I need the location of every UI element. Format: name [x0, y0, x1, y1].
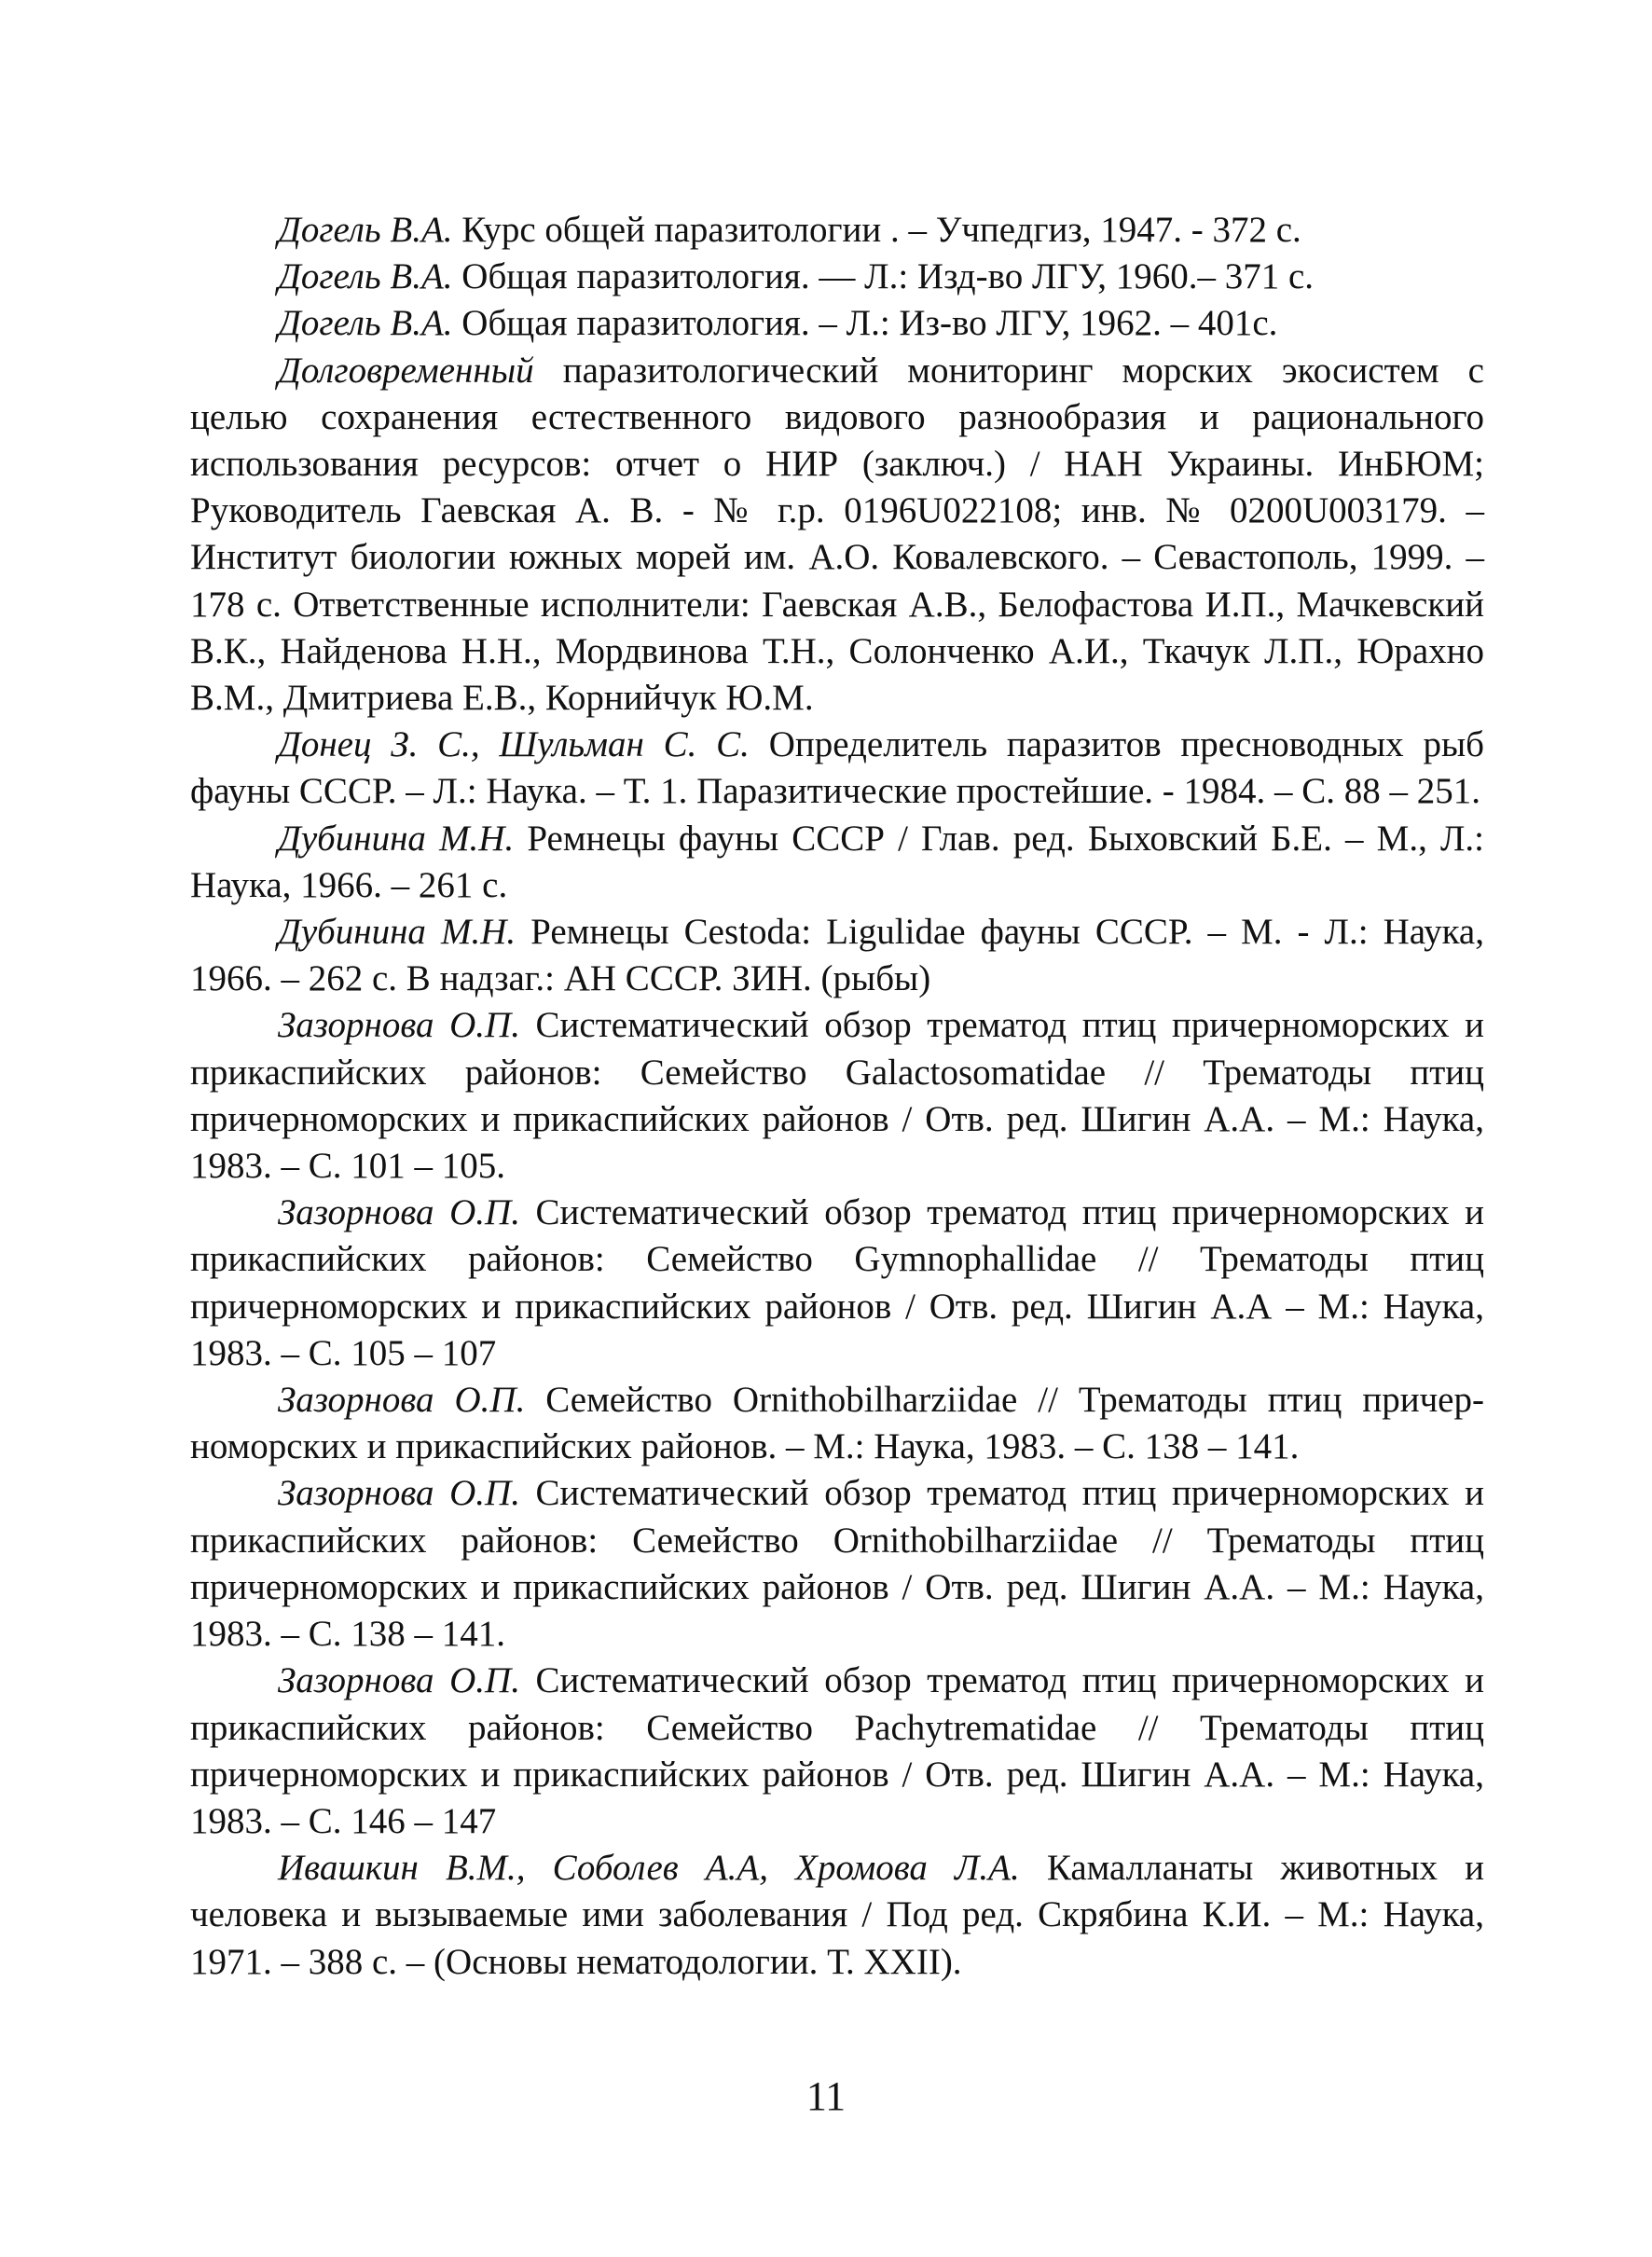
reference-list	[190, 207, 1484, 1986]
reference-text: Семейство Ornithobilharziidae // Трематоды птиц причерноморских и прикаспийских районов. – М.: Наука, 1983. – С. 138 – 141.	[190, 1380, 1484, 1467]
reference-text: Общая паразитология. – Л.: Из-во ЛГУ, 1962. – 401с.	[452, 303, 1278, 344]
reference-author: Зазорнова О.П.	[278, 1005, 520, 1046]
reference-entry	[190, 1190, 1484, 1377]
reference-entry	[190, 254, 1484, 300]
reference-text: Камалланаты животных и человека и вызываемые ими заболевания / Под ред. Скрябина К.И. – М.: Наука, 1971. – 388 с. – (Основы нематодологии. Т. XXII).	[190, 1848, 1484, 1982]
reference-text: Систематический обзор трематод птиц причерноморских и прикаспийских районов: Семейство Pachytrematidae // Трематоды птиц причерноморских и прикаспийских районов / Отв. ред. Шигин А.А. – М.: Наука, 1983. – С. 146 – 147	[190, 1660, 1485, 1841]
reference-text: Ремнецы Cestoda: Ligulidae фауны СССР. – М. - Л.: Наука, 1966. – 262 с. В надзаг.: АН СССР. ЗИН. (рыбы)	[190, 912, 1484, 999]
reference-author: Догель В.А.	[278, 256, 453, 297]
reference-author: Зазорнова О.П.	[278, 1192, 520, 1233]
reference-entry	[190, 909, 1484, 1002]
reference-text: Систематический обзор трематод птиц причерноморских и прикаспийских районов: Семейство Gymnophallidae // Трематоды птиц причерноморских и прикаспийских районов / Отв. ред. Шигин А.А – М.: Наука, 1983. – С. 105 – 107	[190, 1192, 1485, 1373]
reference-author: Зазорнова О.П.	[278, 1660, 520, 1701]
reference-text: Определитель паразитов пресноводных рыб фауны СССР. – Л.: Наука. – Т. 1. Паразитические простейшие. - 1984. – С. 88 – 251.	[190, 724, 1485, 812]
reference-author: Догель В.А.	[278, 210, 453, 250]
reference-entry	[190, 207, 1484, 254]
reference-entry	[190, 348, 1484, 723]
reference-text: паразитологический мониторинг морских экосистем с целью сохранения естественного видового разнообразия и рационального использования ресурсов: отчет о НИР (заключ.) / НАН Украины. ИнБЮМ; Руководитель Гаевская А. В. - № г.р. 0196U022108; инв. № 0200U003179. – Институт биологии южных морей им. А.О. Ковалевского. – Севастополь, 1999. – 178 с. Ответственные исполнители: Гаевская А.В., Белофастова И.П., Мачкевский В.К., Найденова Н.Н., Мордвинова Т.Н., Солонченко А.И., Ткачук Л.П., Юрахно В.М., Дмитриева Е.В., Корнийчук Ю.М.	[190, 350, 1484, 719]
reference-entry	[190, 816, 1484, 909]
reference-text: Курс общей паразитологии . – Учпедгиз, 1947. - 372 с.	[452, 210, 1301, 250]
reference-author: Догель В.А.	[278, 303, 453, 344]
reference-entry	[190, 722, 1484, 815]
reference-author: Дубинина М.Н.	[278, 912, 516, 953]
reference-author: Дубинина М.Н.	[278, 818, 515, 859]
reference-entry	[190, 1470, 1484, 1658]
reference-author: Ивашкин В.М., Соболев А.А, Хромова Л.А.	[278, 1848, 1020, 1889]
reference-text: Систематический обзор трематод птиц причерноморских и прикаспийских районов: Семейство Galactosomatidae // Трематоды птиц причерноморских и прикаспийских районов / Отв. ред. Шигин А.А. – М.: Наука, 1983. – С. 101 – 105.	[190, 1005, 1485, 1187]
reference-author: Зазорнова О.П.	[278, 1473, 520, 1514]
reference-text: Ремнецы фауны СССР / Глав. ред. Быховский Б.Е. – М., Л.: Наука, 1966. – 261 с.	[190, 818, 1484, 905]
page-number: 11	[805, 2073, 847, 2119]
reference-author: Зазорнова О.П.	[278, 1380, 526, 1421]
reference-entry	[190, 1658, 1484, 1845]
reference-entry	[190, 1002, 1484, 1190]
reference-author: Донец З. С., Шульман С. С.	[278, 724, 750, 765]
reference-entry	[190, 1845, 1484, 1986]
reference-entry	[190, 300, 1484, 347]
reference-entry	[190, 1377, 1484, 1470]
reference-author: Долговременный	[278, 350, 534, 391]
reference-text: Систематический обзор трематод птиц причерноморских и прикаспийских районов: Семейство Ornithobilharziidae // Трематоды птиц причерноморских и прикаспийских районов / Отв. ред. Шигин А.А. – М.: Наука, 1983. – С. 138 – 141.	[190, 1473, 1485, 1655]
reference-text: Общая паразитология. — Л.: Изд-во ЛГУ, 1960.– 371 с.	[452, 256, 1315, 297]
